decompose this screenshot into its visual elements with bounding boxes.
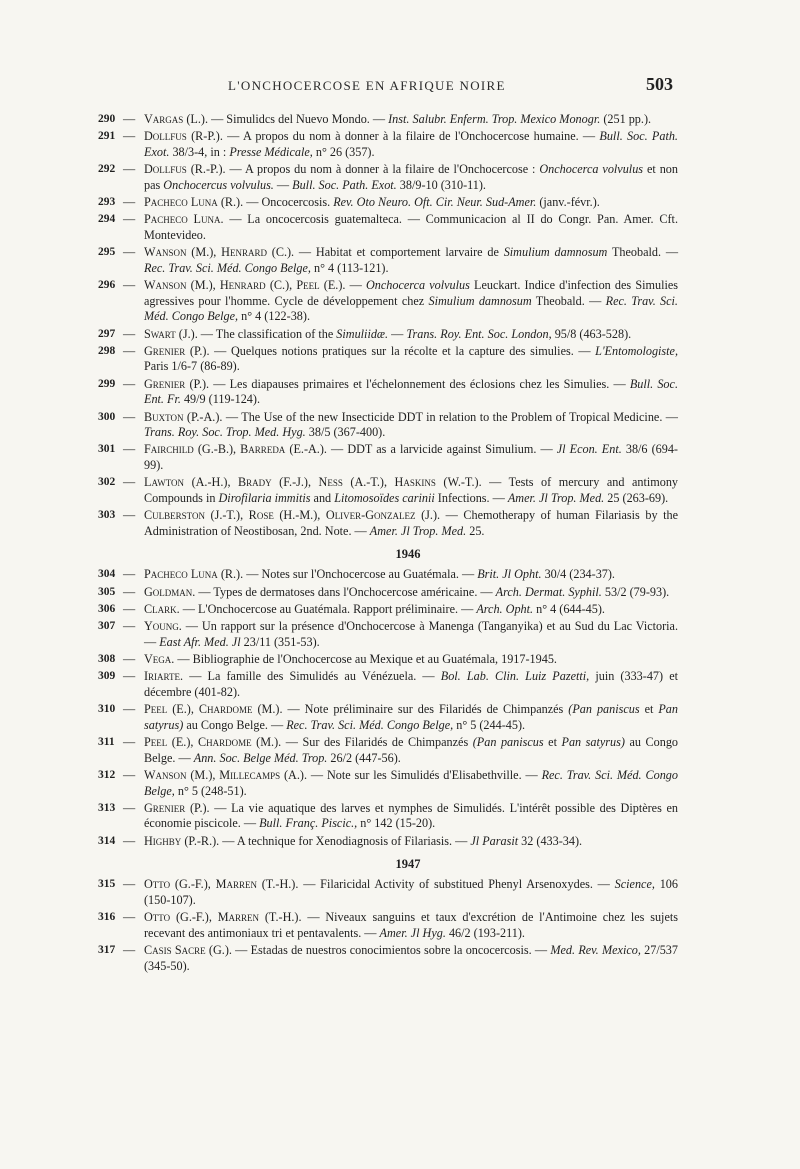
- entry-italic-text: Simulium damnosum: [428, 293, 532, 308]
- bibliography-entry: [98, 910, 678, 941]
- entry-italic-text: Bull. Soc. Path. Exot.: [292, 177, 397, 192]
- entry-number: 298: [98, 344, 116, 357]
- entry-text: au Congo Belge. —: [183, 717, 287, 732]
- entry-dash: —: [123, 376, 136, 391]
- entry-italic-text: Simulium damnosum: [503, 245, 608, 260]
- entry-dash: —: [123, 702, 136, 717]
- bibliography-entry: [98, 735, 678, 766]
- entry-text: — Simulidcs del Nuevo Mondo. —: [208, 112, 389, 126]
- entry-dash: —: [123, 245, 136, 260]
- entry-italic-text: (Pan paniscus: [568, 702, 640, 717]
- bibliography-entry: [98, 585, 678, 601]
- entry-italic-text: Brit. Jl Opht.: [477, 567, 542, 582]
- entry-text: — Filaricidal Activity of substitued Phenyl Arsenoxydes. —: [298, 877, 615, 892]
- entry-text: — A technique for Xenodiagnosis of Filariasis. —: [219, 833, 471, 848]
- entry-author: Clark.: [144, 601, 180, 616]
- entry-italic-text: Rev. Oto Neuro. Oft. Cir. Neur. Sud-Amer.: [333, 195, 537, 210]
- entry-author: Otto (G.-F.), Marren (T.-H.).: [144, 877, 299, 892]
- entry-dash: —: [123, 278, 136, 293]
- entry-italic-text: Rec. Trav. Sci. Méd. Congo Belge,: [144, 768, 678, 798]
- entry-text: —: [388, 326, 407, 341]
- entry-text: — The Use of the new Insecticide DDT in relation to the Problem of Tropical Medicine. —: [222, 409, 678, 424]
- entry-dash: —: [123, 910, 136, 925]
- entry-italic-text: Onchocerca volvulus: [539, 162, 644, 177]
- entry-dash: —: [123, 129, 136, 144]
- entry-text: et non pas: [144, 162, 678, 192]
- bibliography-entry: [98, 619, 678, 650]
- entry-dash: —: [123, 943, 136, 958]
- entry-text: 106 (150-107).: [144, 877, 678, 907]
- entry-author: Fairchild (G.-B.), Barreda (E.-A.).: [144, 442, 327, 457]
- entry-text: (janv.-févr.).: [536, 195, 600, 210]
- entry-italic-text: Rec. Trav. Sci. Méd. Congo Belge,: [286, 717, 454, 732]
- entry-text: au Congo Belge. —: [144, 735, 679, 765]
- entry-dash: —: [123, 326, 136, 341]
- entry-text: 46/2 (193-211).: [445, 925, 525, 940]
- entry-author: Swart (J.).: [144, 326, 198, 341]
- entry-dash: —: [123, 112, 136, 126]
- entry-text: — A propos du nom à donner à la filaire de l'Onchocercose humaine. —: [222, 129, 600, 144]
- entry-number: 297: [98, 327, 116, 340]
- entry-dash: —: [123, 800, 136, 815]
- entry-text: — Quelques notions pratiques sur la récolte et la capture des simulies. —: [209, 343, 596, 358]
- entry-text: 38/9-10 (310-11).: [396, 177, 486, 192]
- entry-author: Pacheco Luna.: [144, 212, 224, 227]
- entry-text: 38/3-4, in :: [169, 144, 230, 159]
- entry-italic-text: East Afr. Med. Jl: [159, 634, 241, 649]
- entry-text: — A propos du nom à donner à la filaire de l'Onchocercose :: [225, 162, 540, 177]
- entry-number: 291: [98, 130, 116, 143]
- bibliography-entry: [98, 162, 678, 193]
- entry-text: 95/8 (463-528).: [551, 326, 632, 341]
- bibliography-entry: [98, 212, 678, 243]
- entry-text: n° 4 (122-38).: [238, 309, 310, 324]
- bibliography-entry: [98, 669, 678, 700]
- entry-italic-text: (Pan paniscus: [472, 735, 544, 750]
- running-title: L'ONCHOCERCOSE EN AFRIQUE NOIRE: [228, 78, 506, 93]
- entry-number: 317: [98, 944, 116, 957]
- bibliography-entry: [98, 475, 678, 506]
- entry-text: — Niveaux sanguins et taux d'excrétion de l'Antimoine chez les sujets recevant des antimoniaux tri et pentavalents. —: [144, 910, 678, 940]
- entry-italic-text: Arch. Opht.: [476, 601, 534, 616]
- bibliography-entry: [98, 344, 678, 375]
- entry-number: 305: [98, 585, 116, 598]
- entry-number: 306: [98, 602, 116, 615]
- entry-text: 25.: [466, 523, 485, 538]
- entry-text: — Types de dermatoses dans l'Onchocercose américaine. —: [195, 584, 496, 599]
- entry-author: Grenier (P.).: [144, 800, 210, 815]
- entry-dash: —: [123, 619, 136, 634]
- entry-dash: —: [123, 735, 136, 750]
- entry-text: juin (333-47) et décembre (401-82).: [144, 669, 678, 699]
- entry-author: Grenier (P.).: [144, 343, 210, 358]
- entry-number: 310: [98, 703, 116, 716]
- page-header: [0, 74, 800, 100]
- entry-text: — DDT as a larvicide against Simulium. —: [326, 442, 557, 457]
- entry-italic-text: Litomosoïdes carinii: [334, 490, 435, 505]
- entry-author: Pacheco Luna (R.).: [144, 195, 244, 210]
- entry-number: 295: [98, 246, 116, 259]
- entry-italic-text: Amer. Jl Trop. Med.: [507, 490, 605, 505]
- entry-text: — L'Onchocercose au Guatémala. Rapport préliminaire. —: [179, 601, 477, 616]
- entry-text: — Note sur les Simulidés d'Elisabethville. —: [307, 768, 542, 782]
- entry-italic-text: Jl Parasit: [470, 833, 519, 848]
- entry-text: and: [310, 490, 335, 505]
- entry-dash: —: [123, 601, 136, 616]
- entry-text: et: [639, 702, 659, 717]
- entry-number: 312: [98, 769, 116, 781]
- entry-text: n° 4 (644-45).: [533, 601, 605, 616]
- entry-text: n° 142 (15-20).: [357, 816, 436, 831]
- entry-italic-text: Bol. Lab. Clin. Luiz Pazetti,: [440, 669, 590, 684]
- entry-text: — La oncocercosis guatemalteca. — Communicacion al II do Congr. Pan. Amer. Cft. Montevideo.: [144, 212, 678, 242]
- entry-text: — Bibliographie de l'Onchocercose au Mexique et au Guatémala, 1917-1945.: [174, 652, 557, 667]
- entry-text: — Note préliminaire sur des Filaridés de Chimpanzés: [282, 702, 569, 717]
- entry-text: Theobald. —: [607, 245, 679, 260]
- entry-italic-text: Ann. Soc. Belge Méd. Trop.: [193, 750, 328, 765]
- entry-author: Casis Sacre (G.).: [144, 943, 232, 958]
- bibliography-entry: [98, 834, 678, 850]
- entry-text: n° 5 (248-51).: [174, 783, 247, 798]
- entry-author: Highby (P.-R.).: [144, 833, 220, 848]
- bibliography-entry: [98, 801, 678, 832]
- entry-text: n° 4 (113-121).: [310, 260, 389, 275]
- year-heading: 1946: [395, 547, 421, 562]
- bibliography-list: [98, 112, 678, 976]
- entry-text: 38/6 (694-99).: [144, 442, 678, 473]
- entry-author: Young.: [144, 619, 182, 634]
- entry-number: 304: [98, 568, 116, 581]
- entry-italic-text: Simuliidæ.: [336, 326, 389, 341]
- entry-number: 290: [98, 113, 116, 125]
- entry-text: — Chemotherapy of human Filariasis by the Administration of Neostibosan, 2nd. Note. —: [144, 508, 678, 538]
- entry-italic-text: Dirofilaria immitis: [218, 490, 311, 505]
- entry-text: (251 pp.).: [600, 112, 652, 126]
- entry-dash: —: [123, 584, 136, 599]
- entry-number: 311: [98, 736, 115, 749]
- entry-number: 315: [98, 878, 116, 891]
- entry-number: 303: [98, 509, 116, 522]
- bibliography-entry: [98, 602, 678, 618]
- bibliography-entry: [98, 129, 678, 160]
- entry-dash: —: [123, 768, 136, 782]
- entry-number: 292: [98, 163, 116, 176]
- entry-text: 30/4 (234-37).: [541, 567, 615, 582]
- entry-author: Wanson (M.), Henrard (C.).: [144, 245, 295, 260]
- entry-text: 38/5 (367-400).: [305, 425, 386, 440]
- entry-text: 32 (433-34).: [518, 833, 583, 848]
- entry-text: — Un rapport sur la présence d'Onchocercose à Manenga (Tanganyika) et au Sud du Lac Victoria. —: [144, 619, 678, 649]
- entry-text: — Habitat et comportement larvaire de: [294, 245, 504, 260]
- entry-text: — The classification of the: [197, 326, 337, 341]
- entry-italic-text: Rec. Trav. Sci. Méd. Congo Belge,: [144, 260, 311, 275]
- bibliography-entry: [98, 877, 678, 908]
- entry-text: — La famille des Simulidés au Vénézuela. —: [183, 669, 441, 684]
- entry-italic-text: Jl Econ. Ent.: [556, 442, 622, 457]
- entry-number: 294: [98, 213, 116, 226]
- bibliography-entry: [98, 195, 678, 211]
- bibliography-entry: [98, 377, 678, 408]
- entry-italic-text: Rec. Trav. Sci. Méd. Congo Belge,: [144, 293, 678, 324]
- entry-number: 301: [98, 443, 116, 456]
- entry-dash: —: [123, 877, 136, 892]
- entry-text: Theobald. —: [531, 293, 606, 308]
- entry-dash: —: [123, 442, 136, 457]
- entry-text: n° 26 (357).: [312, 144, 375, 159]
- entry-author: Dollfus (R-P.).: [144, 129, 223, 144]
- entry-italic-text: Trans. Roy. Ent. Soc. London,: [406, 326, 552, 341]
- entry-text: — Notes sur l'Onchocercose au Guatémala. —: [243, 567, 478, 582]
- year-heading: 1947: [395, 857, 421, 872]
- entry-text: 26/2 (447-56).: [327, 750, 401, 765]
- entry-text: — Oncocercosis.: [243, 195, 334, 210]
- entry-text: 49/9 (119-124).: [180, 392, 260, 407]
- entry-author: Peel (E.), Chardome (M.).: [144, 735, 282, 750]
- entry-text: Infections. —: [434, 490, 508, 505]
- entry-italic-text: Amer. Jl Trop. Med.: [369, 523, 467, 538]
- entry-author: Peel (E.), Chardome (M.).: [144, 702, 283, 717]
- entry-italic-text: Pan satyrus): [144, 702, 678, 732]
- entry-number: 309: [98, 670, 116, 683]
- bibliography-entry: [98, 943, 678, 974]
- entry-italic-text: Inst. Salubr. Enferm. Trop. Mexico Monogr.: [388, 112, 601, 126]
- entry-text: Paris 1/6-7 (86-89).: [144, 359, 240, 374]
- entry-text: Leuckart. Indice d'infection des Simulies agressives pour l'homme. Cycle de développement chez: [144, 278, 678, 308]
- bibliography-entry: [98, 768, 678, 799]
- entry-number: 300: [98, 410, 116, 423]
- entry-author: Buxton (P.-A.).: [144, 409, 223, 424]
- entry-italic-text: Pan satyrus): [561, 735, 625, 750]
- entry-author: Wanson (M.), Henrard (C.), Peel (E.).: [144, 278, 346, 293]
- entry-dash: —: [123, 669, 136, 684]
- entry-dash: —: [123, 162, 136, 177]
- entry-number: 293: [98, 196, 116, 209]
- entry-text: — Sur des Filaridés de Chimpanzés: [281, 735, 473, 750]
- entry-italic-text: L'Entomologiste,: [595, 343, 679, 358]
- entry-dash: —: [123, 652, 136, 667]
- entry-text: n° 5 (244-45).: [453, 717, 526, 732]
- entry-author: Lawton (A.-H.), Brady (F.-J.), Ness (A.-T.), Haskins (W.-T.).: [144, 475, 482, 490]
- entry-author: Culberston (J.-T.), Rose (H.-M.), Oliver-Gonzalez (J.).: [144, 508, 441, 523]
- entry-author: Wanson (M.), Millecamps (A.).: [144, 768, 308, 782]
- entry-italic-text: Bull. Franç. Piscic.,: [259, 816, 358, 831]
- entry-text: —: [273, 177, 293, 192]
- entry-text: 25 (263-69).: [604, 490, 669, 505]
- entry-dash: —: [123, 833, 136, 848]
- entry-italic-text: Arch. Dermat. Syphil.: [495, 584, 602, 599]
- entry-dash: —: [123, 343, 136, 358]
- entry-number: 316: [98, 911, 116, 924]
- entry-number: 307: [98, 620, 116, 633]
- entry-author: Pacheco Luna (R.).: [144, 567, 244, 582]
- entry-number: 308: [98, 653, 116, 666]
- bibliography-entry: [98, 112, 678, 128]
- entry-italic-text: Trans. Roy. Soc. Trop. Med. Hyg.: [144, 425, 306, 440]
- bibliography-entry: [98, 410, 678, 441]
- entry-number: 313: [98, 801, 116, 814]
- entry-italic-text: Presse Médicale,: [229, 144, 313, 159]
- entry-author: Vega.: [144, 652, 175, 667]
- entry-italic-text: Bull. Soc. Ent. Fr.: [144, 376, 678, 407]
- entry-dash: —: [123, 195, 136, 210]
- entry-text: — Les diapauses primaires et l'échelonnement des éclosions chez les Simulies. —: [209, 376, 630, 391]
- entry-text: —: [345, 278, 366, 293]
- entry-dash: —: [123, 567, 136, 582]
- entry-italic-text: Med. Rev. Mexico,: [550, 943, 641, 958]
- entry-number: 314: [98, 834, 116, 847]
- bibliography-entry: [98, 245, 678, 276]
- entry-italic-text: Bull. Soc. Path. Exot.: [144, 129, 678, 159]
- entry-dash: —: [123, 409, 136, 424]
- entry-author: Goldman.: [144, 584, 196, 599]
- entry-number: 296: [98, 279, 116, 292]
- entry-text: — Tests of mercury and antimony Compounds in: [144, 475, 679, 505]
- entry-text: 23/11 (351-53).: [240, 634, 320, 649]
- page-number: 503: [646, 74, 673, 94]
- bibliography-entry: [98, 508, 678, 539]
- bibliography-entry: [98, 442, 678, 473]
- entry-author: Iriarte.: [144, 669, 184, 684]
- entry-italic-text: Onchocerca volvulus: [365, 278, 470, 293]
- entry-number: 302: [98, 476, 116, 489]
- bibliography-entry: [98, 278, 678, 325]
- entry-text: 53/2 (79-93).: [601, 584, 670, 599]
- entry-italic-text: Amer. Jl Hyg.: [379, 925, 446, 940]
- bibliography-entry: [98, 652, 678, 668]
- bibliography-entry: [98, 702, 678, 733]
- entry-number: 299: [98, 377, 116, 390]
- entry-dash: —: [123, 508, 136, 523]
- bibliography-entry: [98, 567, 678, 583]
- entry-author: Otto (G.-F.), Marren (T.-H.).: [144, 910, 302, 925]
- entry-dash: —: [123, 475, 136, 490]
- entry-italic-text: Onchocercus volvulus.: [163, 177, 274, 192]
- entry-italic-text: Science,: [614, 877, 655, 892]
- entry-author: Dollfus (R.-P.).: [144, 162, 226, 177]
- entry-text: — La vie aquatique des larves et nymphes de Simulidés. L'intérêt possible des Diptères en économie piscicole. —: [144, 800, 678, 831]
- entry-text: — Estadas de nuestros conocimientos sobre la oncocercosis. —: [231, 943, 551, 958]
- entry-dash: —: [123, 212, 136, 227]
- bibliography-entry: [98, 327, 678, 343]
- entry-text: et: [543, 735, 562, 750]
- entry-author: Grenier (P.).: [144, 376, 210, 391]
- entry-text: 27/537 (345-50).: [144, 943, 678, 973]
- entry-author: Vargas (L.).: [144, 112, 209, 126]
